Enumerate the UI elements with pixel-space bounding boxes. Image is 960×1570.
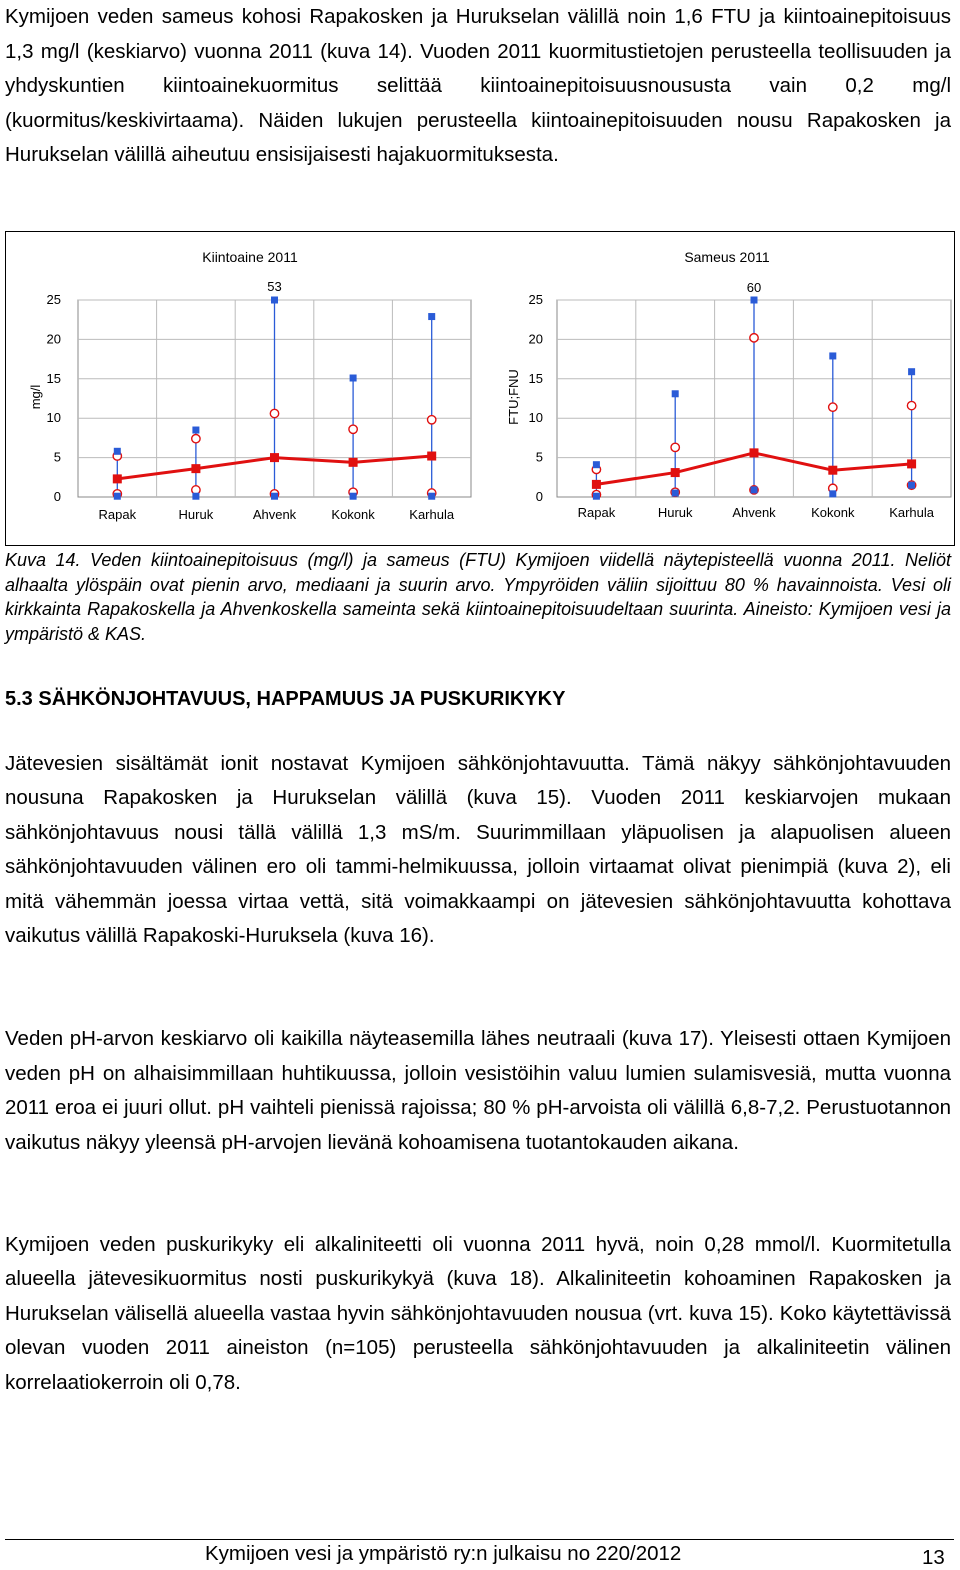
percentile-marker <box>192 434 200 442</box>
min-max-marker <box>751 486 758 493</box>
median-marker <box>427 452 436 461</box>
y-tick-label: 15 <box>528 370 543 386</box>
y-tick-label: 15 <box>46 370 61 386</box>
chart-title: Kiintoaine 2011 <box>202 249 298 265</box>
figure-charts <box>6 232 956 547</box>
section-heading: 5.3 SÄHKÖNJOHTAVUUS, HAPPAMUUS JA PUSKURIKYKY <box>5 688 566 710</box>
y-tick-label: 0 <box>53 489 61 504</box>
min-max-marker <box>114 493 121 500</box>
median-marker <box>828 466 837 475</box>
percentile-marker <box>829 403 837 411</box>
min-max-marker <box>350 375 357 382</box>
min-max-marker <box>908 482 915 489</box>
figure-14 <box>5 231 955 546</box>
min-max-marker <box>350 493 357 500</box>
min-max-marker <box>672 390 679 397</box>
min-max-marker <box>751 297 758 304</box>
y-tick-label: 0 <box>535 489 543 504</box>
x-tick-label: Rapak <box>98 507 137 522</box>
median-marker <box>113 474 122 483</box>
min-max-marker <box>192 427 199 434</box>
x-tick-label: Karhula <box>409 507 455 522</box>
min-max-marker <box>271 493 278 500</box>
x-tick-label: Kokonk <box>811 505 855 520</box>
percentile-marker <box>907 401 915 409</box>
min-max-marker <box>593 461 600 468</box>
x-tick-label: Huruk <box>657 505 693 520</box>
percentile-marker <box>349 425 357 433</box>
y-axis-label: FTU;FNU <box>506 369 521 425</box>
y-tick-label: 10 <box>46 410 61 426</box>
y-tick-label: 10 <box>528 410 543 426</box>
min-max-marker <box>271 297 278 304</box>
chart-title: Sameus 2011 <box>684 249 770 265</box>
median-marker <box>191 464 200 473</box>
min-max-marker <box>908 368 915 375</box>
footer-rule <box>5 1539 954 1540</box>
percentile-marker <box>270 409 278 417</box>
median-marker <box>592 480 601 489</box>
min-max-marker <box>192 493 199 500</box>
paragraph-conductivity: Jätevesien sisältämät ionit nostavat Kymijoen sähkönjohtavuutta. Tämä näkyy sähkönjohtavuuden nousuna Rapakosken ja Hurukselan välillä (kuva 15). Vuoden 2011 keskiarvojen mukaan sähkönjohtavuus nousi tällä välillä 1,3 mS/m. Suurimmillaan yläpuolisen ja alapuolisen alueen sähkönjohtavuuden välinen ero oli tammi-helmikuussa, jolloin virtaamat olivat pienimpiä (kuva 2), eli mitä vähemmän joessa virtaa vettä, sitä voimakkaampi on jätevesien sähkönjohtavuutta kohottava vaikutus välillä Rapakoski-Huruksela (kuva 16). <box>5 752 951 948</box>
min-max-marker <box>829 490 836 497</box>
median-marker <box>270 453 279 462</box>
y-tick-label: 5 <box>53 449 61 465</box>
min-max-marker <box>428 493 435 500</box>
paragraph-ph: Veden pH-arvon keskiarvo oli kaikilla näyteasemilla lähes neutraali (kuva 17). Yleisesti ottaen Kymijoen veden pH on alhaisimmillaan huhtikuussa, jolloin vesistöihin valuu lumien sulamisvesiä, mutta vuonna 2011 eroa ei juuri ollut. pH vaihteli pienissä rajoissa; 80 % pH-arvoista oli välillä 6,8-7,2. Perustuotannon vaikutus näkyy yleensä pH-arvojen lievänä kohoamisena tuotantokauden aikana. <box>5 1027 951 1154</box>
min-max-marker <box>428 313 435 320</box>
y-tick-label: 20 <box>46 331 61 347</box>
percentile-marker <box>750 334 758 342</box>
min-max-marker <box>114 448 121 455</box>
median-marker <box>907 459 916 468</box>
median-marker <box>349 458 358 467</box>
chart-sameus <box>506 249 951 520</box>
min-max-marker <box>829 352 836 359</box>
off-scale-max-label: 53 <box>267 279 282 294</box>
page-number: 13 <box>922 1546 945 1569</box>
y-tick-label: 20 <box>528 331 543 347</box>
x-tick-label: Rapak <box>577 505 616 520</box>
y-tick-label: 5 <box>535 449 543 465</box>
intro-paragraph: Kymijoen veden sameus kohosi Rapakosken ja Hurukselan välillä noin 1,6 FTU ja kiintoainepitoisuus 1,3 mg/l (keskiarvo) vuonna 2011 (kuva 14). Vuoden 2011 kuormitustietojen perusteella teollisuuden ja yhdyskuntien kiintoainekuormitus selittää kiintoainepitoisuusnoususta vain 0,2 mg/l (kuormitus/keskivirtaama). Näiden lukujen perusteella kiintoainepitoisuuden nousu Rapakosken ja Hurukselan välillä aiheutuu ensisijaisesti hajakuormituksesta. <box>5 5 951 166</box>
y-axis-label: mg/l <box>28 384 43 410</box>
x-tick-label: Huruk <box>178 507 214 522</box>
x-tick-label: Kokonk <box>331 507 375 522</box>
footer-publication: Kymijoen vesi ja ympäristö ry:n julkaisu no 220/2012 <box>205 1542 682 1565</box>
y-tick-label: 25 <box>46 292 61 307</box>
figure-caption: Kuva 14. Veden kiintoainepitoisuus (mg/l) ja sameus (FTU) Kymijoen viidellä näytepisteellä vuonna 2011. Neliöt alhaalta ylöspäin ovat pienin arvo, mediaani ja suurin arvo. Ympyröiden väliin sijoittuu 80 % havainnoista. Vesi oli kirkkainta Rapakoskella ja Ahvenkoskella sameinta sekä kiintoainepitoisuudeltaan suurinta. Aineisto: Kymijoen vesi ja ympäristö & KAS. <box>5 550 951 644</box>
x-tick-label: Ahvenk <box>732 505 776 520</box>
percentile-marker <box>428 416 436 424</box>
min-max-marker <box>672 490 679 497</box>
percentile-marker <box>671 443 679 451</box>
off-scale-max-label: 60 <box>746 280 762 295</box>
median-marker <box>750 448 759 457</box>
chart-kiintoaine <box>28 249 471 522</box>
paragraph-alkalinity: Kymijoen veden puskurikyky eli alkaliniteetti oli vuonna 2011 hyvä, noin 0,28 mmol/l. Kuormitetulla alueella jätevesikuormitus nosti puskurikykyä (kuva 18). Alkaliniteetin kohoaminen Rapakosken ja Hurukselan välisellä alueella vastaa hyvin sähkönjohtavuuden nousua (vrt. kuva 15). Koko käytettävissä olevan vuoden 2011 aineiston (n=105) perusteella sähkönjohtavuuden ja alkaliniteetin välinen korrelaatiokerroin oli 0,78. <box>5 1233 951 1394</box>
y-tick-label: 25 <box>528 292 543 307</box>
min-max-marker <box>593 493 600 500</box>
x-tick-label: Ahvenk <box>252 507 297 522</box>
median-marker <box>671 468 680 477</box>
x-tick-label: Karhula <box>889 505 935 520</box>
